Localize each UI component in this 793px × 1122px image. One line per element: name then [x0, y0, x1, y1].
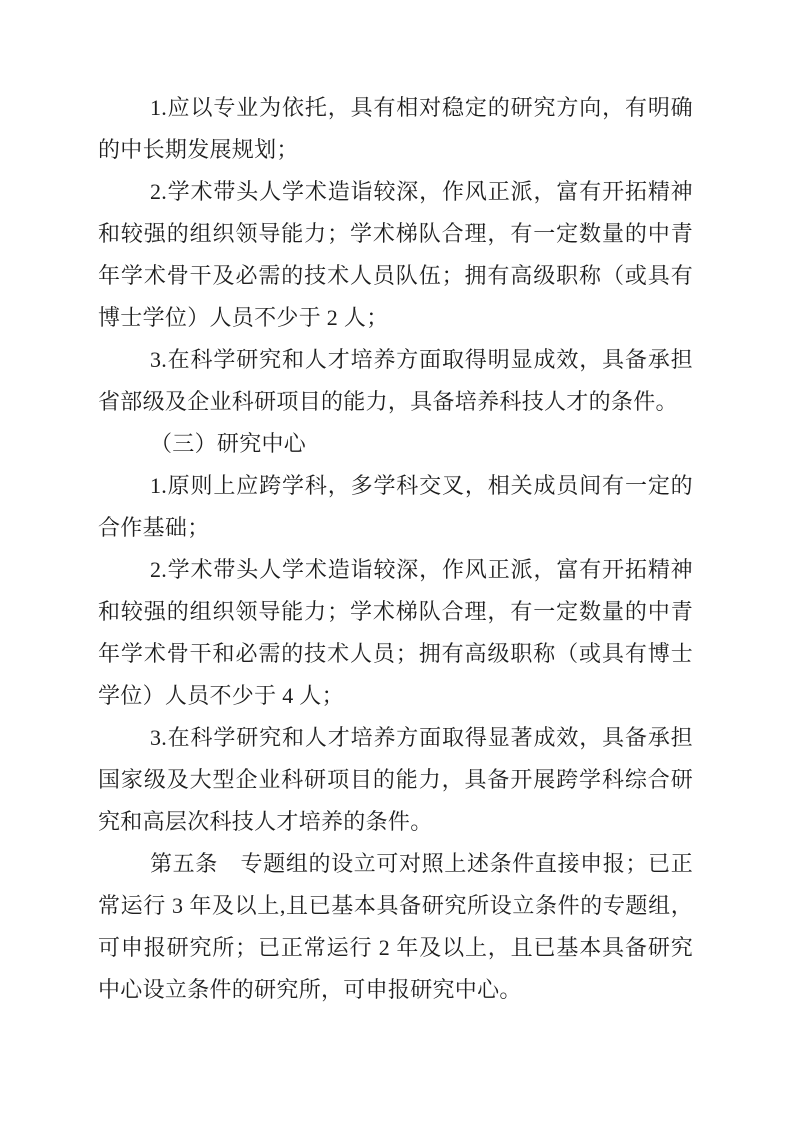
text-line: 常运行 3 年及以上,且已基本具备研究所设立条件的专题组，	[98, 893, 693, 918]
text-line: 国家级及大型企业科研项目的能力，具备开展跨学科综合研	[98, 767, 693, 792]
paragraph-numbered-item	[98, 465, 693, 549]
paragraph-numbered-item	[98, 87, 693, 171]
text-line: 学位）人员不少于 4 人；	[98, 683, 344, 708]
text-line: （三）研究中心	[150, 431, 307, 456]
text-line: 1.原则上应跨学科，多学科交叉，相关成员间有一定的	[150, 473, 693, 498]
text-line: 究和高层次科技人才培养的条件。	[98, 809, 433, 834]
paragraph-numbered-item	[98, 171, 693, 339]
paragraph-numbered-item	[98, 717, 693, 843]
text-line: 2.学术带头人学术造诣较深，作风正派，富有开拓精神	[150, 557, 693, 582]
text-line: 和较强的组织领导能力；学术梯队合理，有一定数量的中青	[98, 599, 693, 624]
text-line: 省部级及企业科研项目的能力，具备培养科技人才的条件。	[98, 389, 678, 414]
paragraph-article-clause	[98, 843, 693, 1011]
text-line: 3.在科学研究和人才培养方面取得显著成效，具备承担	[150, 725, 693, 750]
text-line: 可申报研究所；已正常运行 2 年及以上，且已基本具备研究	[98, 935, 693, 960]
text-line: 1.应以专业为依托，具有相对稳定的研究方向，有明确	[150, 95, 693, 120]
document-body	[98, 87, 693, 1011]
text-line: 的中长期发展规划；	[98, 137, 299, 162]
text-line: 年学术骨干和必需的技术人员；拥有高级职称（或具有博士	[98, 641, 693, 666]
text-line: 2.学术带头人学术造诣较深，作风正派，富有开拓精神	[150, 179, 693, 204]
text-line: 年学术骨干及必需的技术人员队伍；拥有高级职称（或具有	[98, 263, 693, 288]
text-line: 博士学位）人员不少于 2 人；	[98, 305, 389, 330]
text-line: 第五条 专题组的设立可对照上述条件直接申报；已正	[150, 851, 693, 876]
text-line: 合作基础；	[98, 515, 210, 540]
paragraph-numbered-item	[98, 549, 693, 717]
text-line: 中心设立条件的研究所，可申报研究中心。	[98, 977, 522, 1002]
paragraph-section-heading	[98, 423, 693, 465]
paragraph-numbered-item	[98, 339, 693, 423]
text-line: 3.在科学研究和人才培养方面取得明显成效，具备承担	[150, 347, 693, 372]
text-line: 和较强的组织领导能力；学术梯队合理，有一定数量的中青	[98, 221, 693, 246]
